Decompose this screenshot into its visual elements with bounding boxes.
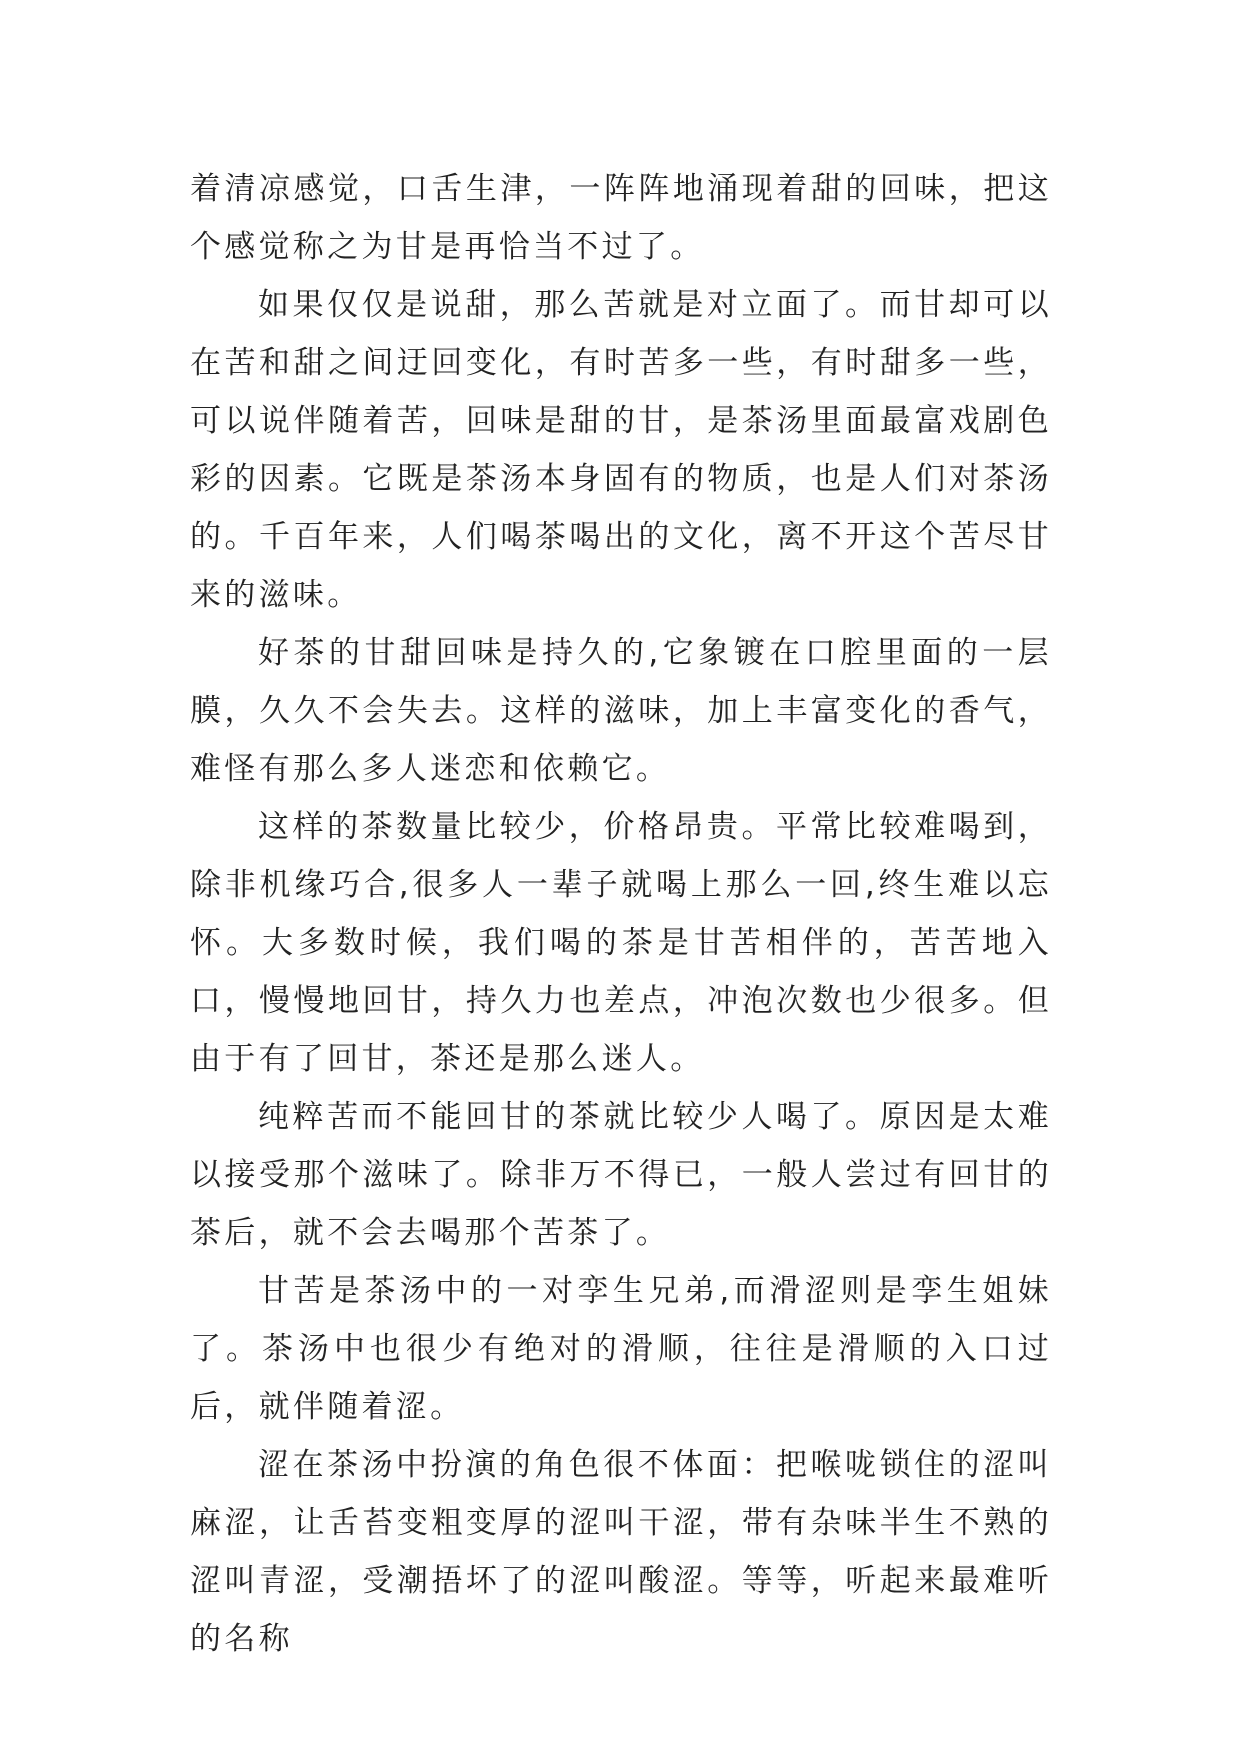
paragraph: 涩在茶汤中扮演的角色很不体面：把喉咙锁住的涩叫麻涩，让舌苔变粗变厚的涩叫干涩，带有杂味半生不熟的涩叫青涩，受潮捂坏了的涩叫酸涩。等等，听起来最难听的名称: [190, 1447, 1052, 1657]
document-page: [190, 160, 1052, 1668]
paragraph: 甘苦是茶汤中的一对孪生兄弟,而滑涩则是孪生姐妹了。茶汤中也很少有绝对的滑顺，往往是滑顺的入口过后，就伴随着涩。: [190, 1273, 1052, 1425]
paragraph: 这样的茶数量比较少，价格昂贵。平常比较难喝到，除非机缘巧合,很多人一辈子就喝上那么一回,终生难以忘怀。大多数时候，我们喝的茶是甘苦相伴的，苦苦地入口，慢慢地回甘，持久力也差点，冲泡次数也少很多。但由于有了回甘，茶还是那么迷人。: [190, 809, 1052, 1077]
paragraph: 好茶的甘甜回味是持久的,它象镀在口腔里面的一层膜，久久不会失去。这样的滋味，加上丰富变化的香气，难怪有那么多人迷恋和依赖它。: [190, 635, 1052, 787]
paragraph-continued: 着清凉感觉，口舌生津，一阵阵地涌现着甜的回味，把这个感觉称之为甘是再恰当不过了。: [190, 171, 1052, 265]
paragraph: 如果仅仅是说甜，那么苦就是对立面了。而甘却可以在苦和甜之间迂回变化，有时苦多一些，有时甜多一些，可以说伴随着苦，回味是甜的甘，是茶汤里面最富戏剧色彩的因素。它既是茶汤本身固有的物质，也是人们对茶汤的。千百年来，人们喝茶喝出的文化，离不开这个苦尽甘来的滋味。: [190, 287, 1052, 613]
paragraph: 纯粹苦而不能回甘的茶就比较少人喝了。原因是太难以接受那个滋味了。除非万不得已，一般人尝过有回甘的茶后，就不会去喝那个苦茶了。: [190, 1099, 1052, 1251]
